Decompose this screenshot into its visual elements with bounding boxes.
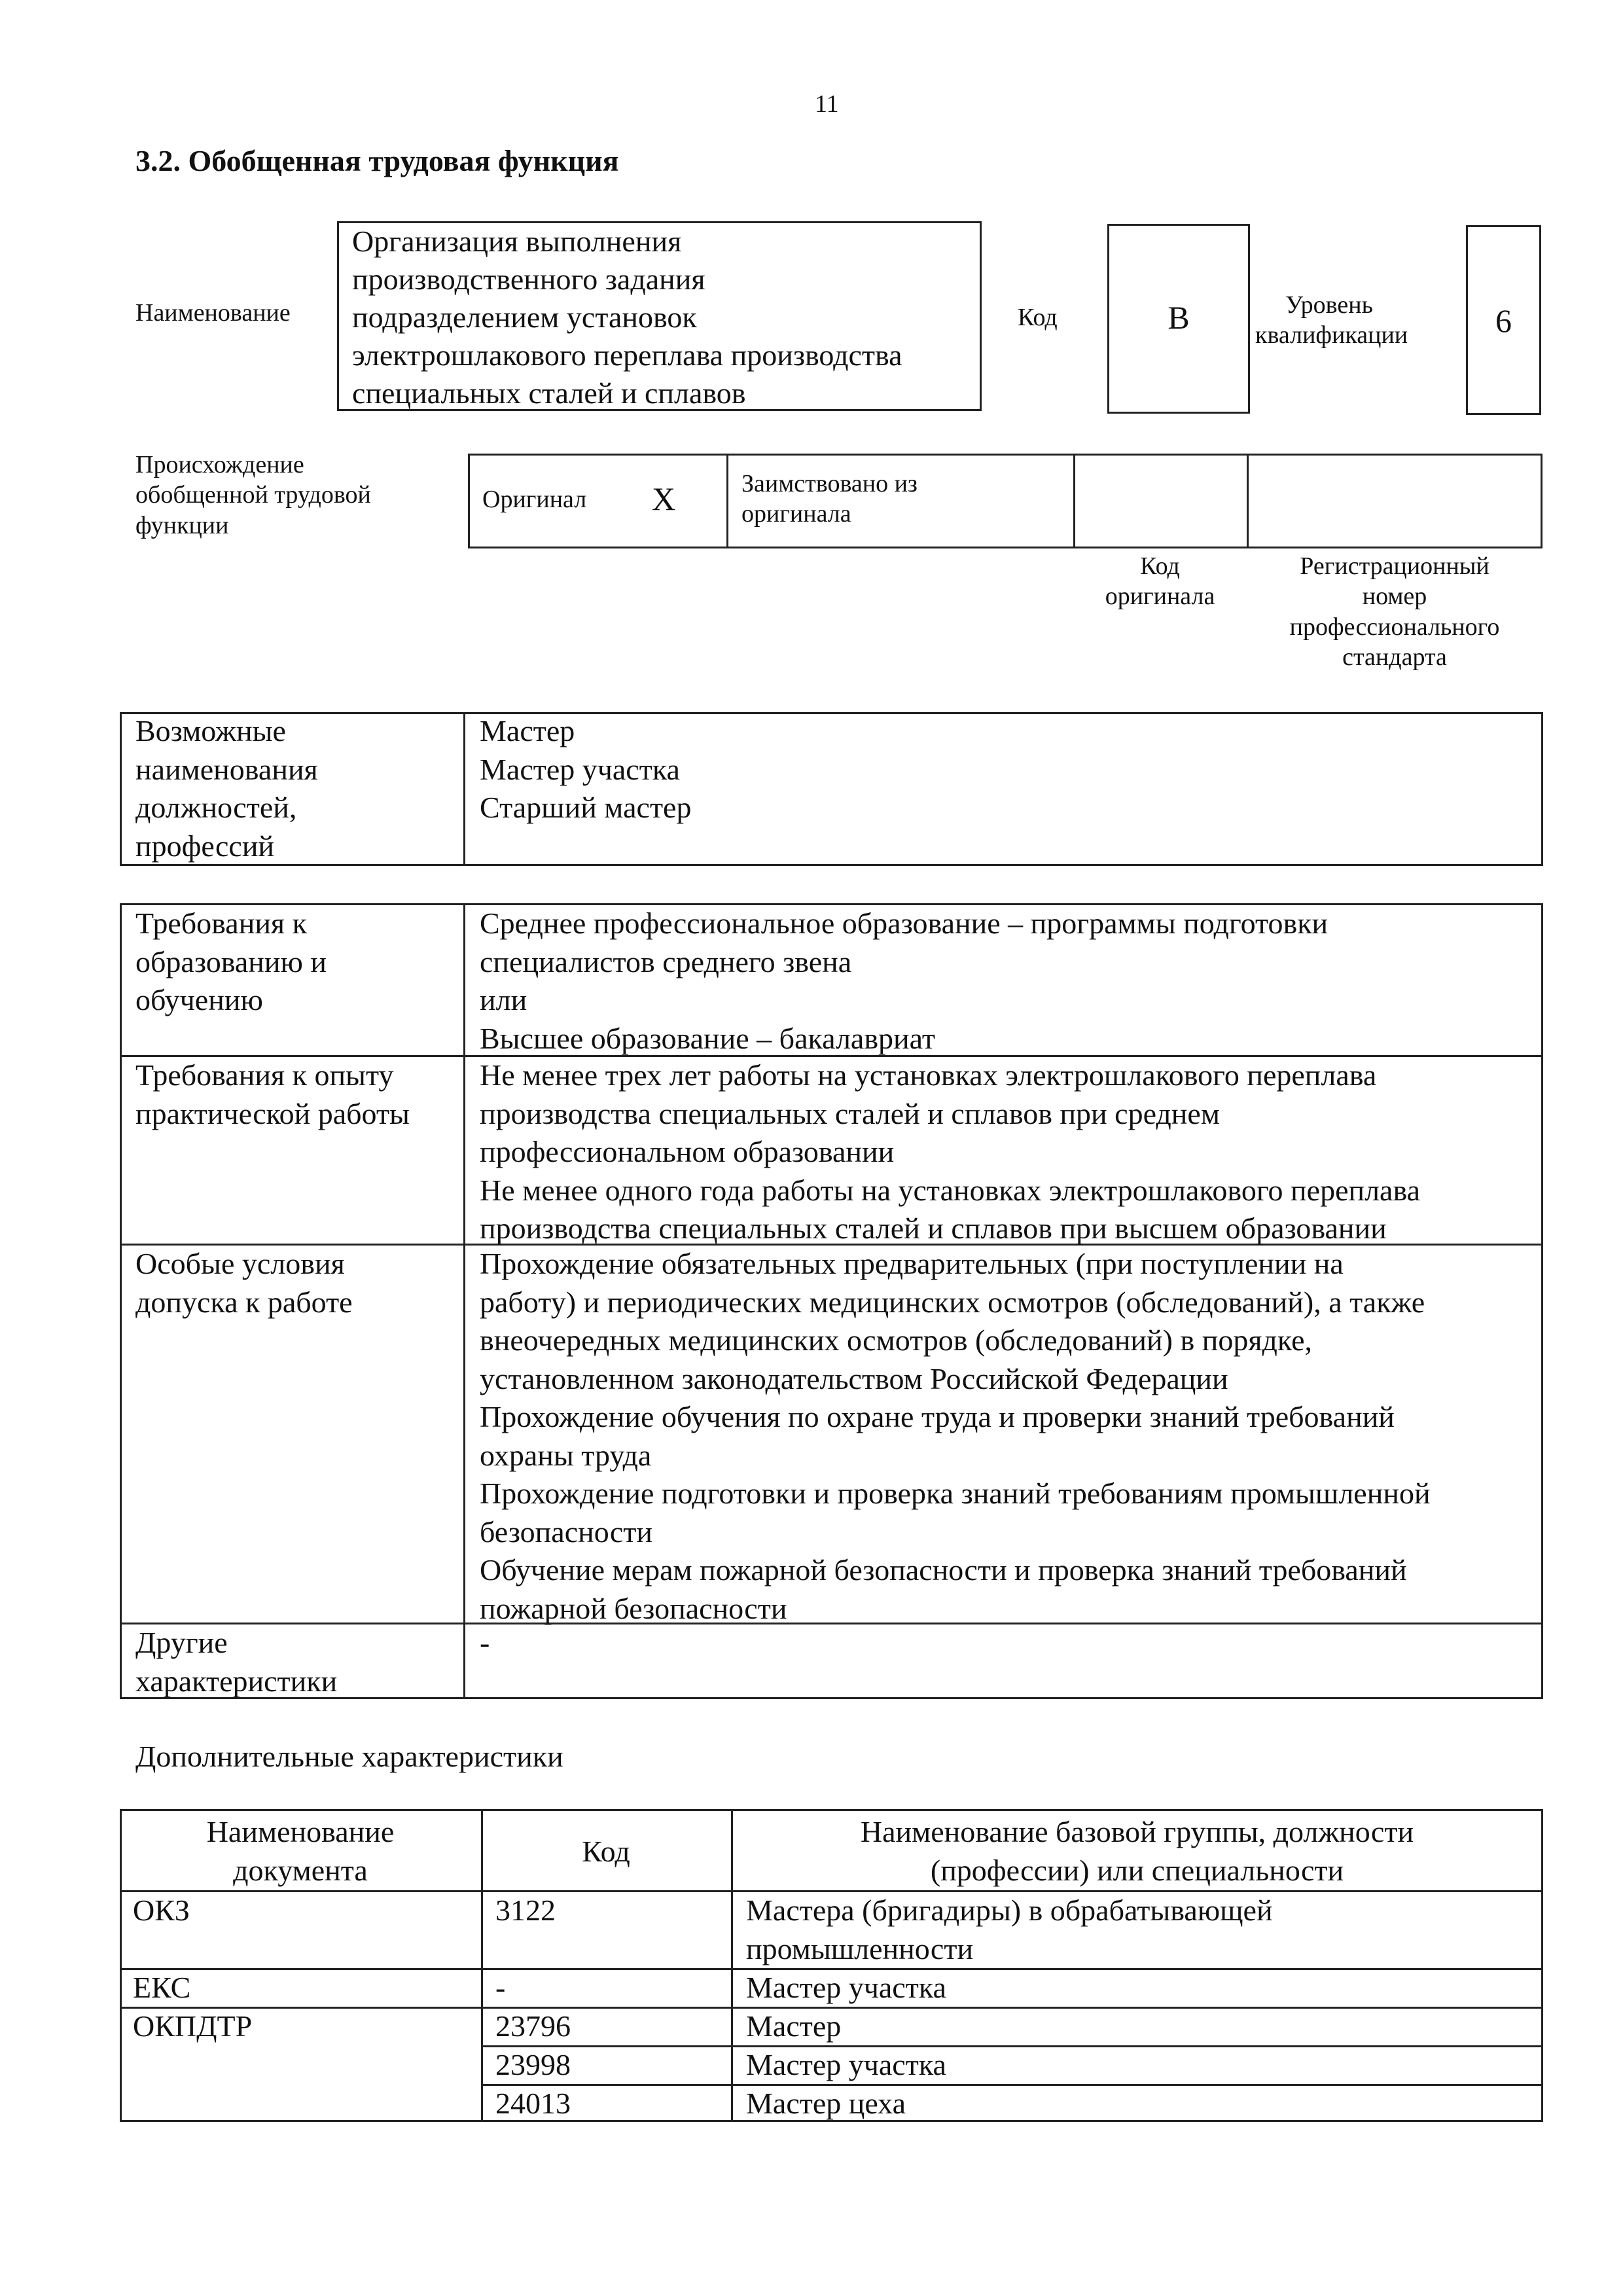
additional-title: Дополнительные характеристики [135,1740,563,1773]
origin-label-line: обобщенной трудовой [135,481,371,509]
table-row-doc: ОКЗ [133,1893,190,1927]
table-row-doc: ОКПДТР [133,2009,253,2043]
page-number: 11 [815,90,839,118]
req-value-line: Не менее одного года работы на установках электрошлакового переплава [480,1173,1421,1207]
table-row-name: Мастер участка [746,1971,946,2004]
req-label-line: образованию и [135,944,327,978]
position-item: Старший мастер [480,791,692,824]
req-other-label [135,1624,337,1700]
req-education-value [480,905,1328,1058]
col-header-name-line: Наименование базовой группы, должности [860,1815,1414,1848]
table-row-code: 23796 [495,2009,571,2043]
req-value-line: или [480,983,527,1016]
function-name [352,223,902,412]
req-other-value [480,1624,490,1662]
origin-label-line: функции [135,511,229,539]
name-label: Наименование [135,299,291,327]
function-name-line: производственного задания [352,262,705,296]
col-header-code: Код [582,1835,630,1868]
table-row-name: Мастер [746,2009,842,2043]
function-name-line: электрошлакового переплава производства [352,338,902,372]
col-header-doc-line: Наименование [206,1815,395,1848]
table-row-code: 3122 [495,1893,556,1927]
level-label-line: Уровень [1285,291,1373,319]
function-name-line: специальных сталей и сплавов [352,376,746,410]
req-value-line: специалистов среднего звена [480,944,852,978]
section-title: 3.2. Обобщенная трудовая функция [135,144,619,177]
position-item: Мастер участка [480,752,680,786]
req-label-line: Требования к [135,906,307,940]
req-label-line: практической работы [135,1096,410,1130]
origin-label [135,450,371,541]
req-value-line: Высшее образование – бакалавриат [480,1021,935,1055]
table-row-code: - [495,1971,506,2004]
function-name-line: подразделением установок [352,300,697,334]
req-value-line: Не менее трех лет работы на установках электрошлакового переплава [480,1058,1377,1092]
req-label-line: характеристики [135,1664,338,1698]
req-label-line: допуска к работе [135,1285,353,1319]
position-item: Мастер [480,714,575,747]
table-row-name: Мастер цеха [746,2087,906,2120]
original-label: Оригинал [482,486,587,513]
col-header-name-line: (профессии) или специальности [930,1853,1344,1887]
table-row-code: 24013 [495,2087,571,2120]
borrowed-label [741,469,918,529]
reg-number-label [1247,551,1543,672]
req-value-line: охраны труда [480,1438,652,1472]
req-value-line: Прохождение обязательных предварительных (при поступлении на [480,1247,1344,1280]
req-value-line: Обучение мерам пожарной безопасности и проверка знаний требований [480,1553,1407,1587]
code-original-label [1073,551,1247,612]
level-label-line: квалификации [1255,321,1408,350]
req-education-label [135,905,327,1020]
table-row-code: 23998 [495,2048,571,2081]
req-label-line: Другие [135,1626,228,1659]
code-original-label-line: Код [1140,552,1180,580]
origin-label-line: Происхождение [135,451,304,478]
table-row-name-line: промышленности [746,1931,974,1965]
req-value-line: профессиональном образовании [480,1135,895,1168]
code-value: В [1168,299,1190,336]
req-value-line: пожарной безопасности [480,1591,787,1625]
col-header-doc-line: документа [233,1853,368,1887]
borrowed-label-line: Заимствовано из [741,470,918,497]
table-row-name-line: Мастера (бригадиры) в обрабатывающей [746,1893,1273,1927]
req-value-line: производства специальных сталей и сплавов при высшем образовании [480,1211,1387,1245]
req-experience-label [135,1056,410,1133]
positions-label-line: Возможные [135,714,286,747]
level-label [1255,290,1408,351]
req-value-line: - [480,1626,490,1659]
req-label-line: Требования к опыту [135,1058,394,1092]
positions-label-line: должностей, [135,791,297,824]
req-value-line: Прохождение обучения по охране труда и проверки знаний требований [480,1400,1395,1433]
col-header-name [731,1813,1543,1890]
req-value-line: работу) и периодических медицинских осмотров (обследований), а также [480,1285,1425,1319]
table-row-name [746,1892,1273,1968]
req-value-line: Прохождение подготовки и проверка знаний требованиям промышленной [480,1477,1431,1510]
code-label: Код [1018,304,1058,331]
function-name-line: Организация выполнения [352,224,682,258]
positions-label [135,712,318,865]
req-value-line: внеочередных медицинских осмотров (обследований) в порядке, [480,1323,1313,1357]
req-value-line: Среднее профессиональное образование – программы подготовки [480,906,1329,940]
req-admission-value [480,1245,1431,1628]
col-header-doc [120,1813,481,1890]
positions-table [120,712,1543,866]
original-mark: Х [652,480,676,517]
req-admission-label [135,1245,353,1321]
req-label-line: обучению [135,983,263,1016]
table-row-name: Мастер участка [746,2048,946,2081]
positions-values [480,712,691,827]
req-value-line: установленном законодательством Российской Федерации [480,1361,1228,1395]
level-value: 6 [1495,302,1512,339]
req-value-line: производства специальных сталей и сплавов при среднем [480,1096,1220,1130]
code-original-label-line: оригинала [1105,583,1215,611]
positions-label-line: профессий [135,829,275,863]
reg-number-label-line: профессионального [1289,613,1500,641]
borrowed-label-line: оригинала [741,500,851,528]
table-row-doc: ЕКС [133,1971,191,2004]
reg-number-label-line: стандарта [1342,643,1447,672]
positions-label-line: наименования [135,752,318,786]
reg-number-label-line: номер [1362,583,1427,611]
req-value-line: безопасности [480,1515,653,1549]
reg-number-label-line: Регистрационный [1300,552,1489,580]
req-experience-value [480,1056,1420,1248]
req-label-line: Особые условия [135,1247,345,1280]
origin-table [468,454,1543,548]
